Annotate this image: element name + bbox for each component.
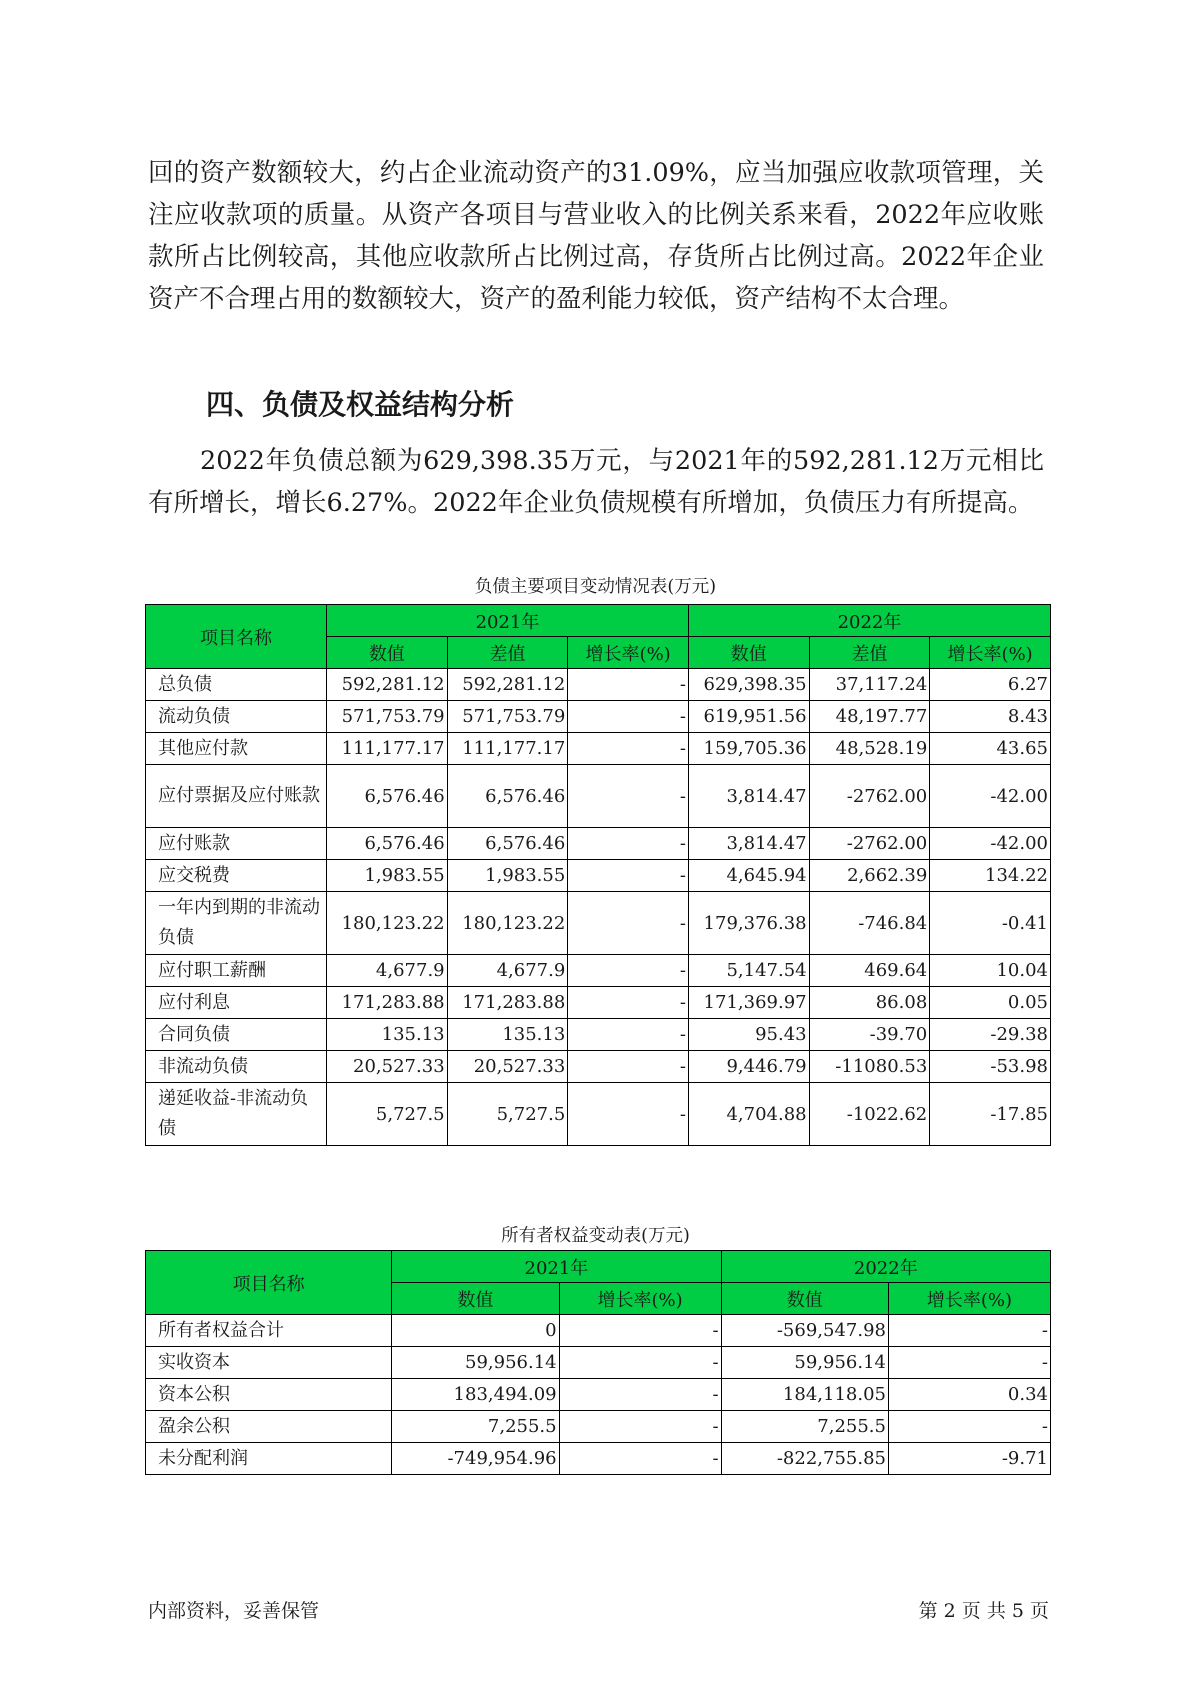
column-header-rate: 增长率(%) [559,1283,721,1315]
cell-v2: 3,814.47 [688,828,809,860]
footer-page-number: 第 2 页 共 5 页 [918,1600,1049,1622]
equity-table [145,1250,1051,1475]
cell-v1: 111,177.17 [326,733,447,765]
cell-r2: 0.34 [888,1379,1050,1411]
liability-table [145,604,1051,1146]
cell-r2: -42.00 [930,765,1051,828]
column-header-rate: 增长率(%) [888,1283,1050,1315]
cell-v2: 4,645.94 [688,860,809,892]
cell-r2: 0.05 [930,987,1051,1019]
section-heading: 四、负债及权益结构分析 [206,388,515,421]
cell-v1: 171,283.88 [326,987,447,1019]
cell-r2: -17.85 [930,1083,1051,1146]
cell-d2: -2762.00 [809,828,930,860]
cell-d2: 48,528.19 [809,733,930,765]
equity-table-caption: 所有者权益变动表(万元) [501,1226,690,1246]
table-row [146,892,1051,955]
cell-v1: 6,576.46 [326,828,447,860]
cell-r1: - [568,701,689,733]
cell-v2: 171,369.97 [688,987,809,1019]
table-row [146,860,1051,892]
cell-v1: 6,576.46 [326,765,447,828]
cell-r1: - [568,892,689,955]
cell-v2: 3,814.47 [688,765,809,828]
cell-r2: 10.04 [930,955,1051,987]
cell-d1: 592,281.12 [447,669,568,701]
cell-v2: 159,705.36 [688,733,809,765]
row-label: 合同负债 [146,1019,327,1051]
column-header-2022: 2022年 [721,1251,1050,1283]
cell-d1: 20,527.33 [447,1051,568,1083]
row-label: 应付职工薪酬 [146,955,327,987]
column-header-name: 项目名称 [146,605,327,669]
table-row [146,1411,1051,1443]
cell-r2: 134.22 [930,860,1051,892]
cell-r1: - [568,669,689,701]
table-row [146,1051,1051,1083]
table-row [146,1083,1051,1146]
cell-v1: 20,527.33 [326,1051,447,1083]
cell-r1: - [568,733,689,765]
cell-v2: 95.43 [688,1019,809,1051]
cell-r2: - [888,1315,1050,1347]
column-header-diff: 差值 [447,637,568,669]
row-label: 流动负债 [146,701,327,733]
cell-v2: 9,446.79 [688,1051,809,1083]
cell-r2: 6.27 [930,669,1051,701]
cell-d2: 37,117.24 [809,669,930,701]
cell-r1: - [568,955,689,987]
cell-v1: 5,727.5 [326,1083,447,1146]
cell-d1: 180,123.22 [447,892,568,955]
row-label: 应交税费 [146,860,327,892]
cell-d1: 4,677.9 [447,955,568,987]
cell-r2: - [888,1347,1050,1379]
table-row [146,733,1051,765]
cell-d2: 469.64 [809,955,930,987]
cell-r1: - [568,1019,689,1051]
cell-v2: 59,956.14 [721,1347,888,1379]
table-row [146,765,1051,828]
table-row [146,828,1051,860]
column-header-2022: 2022年 [688,605,1050,637]
row-label: 实收资本 [146,1347,392,1379]
column-header-rate: 增长率(%) [568,637,689,669]
row-label: 未分配利润 [146,1443,392,1475]
table-row [146,1315,1051,1347]
cell-v2: 7,255.5 [721,1411,888,1443]
cell-v1: 7,255.5 [392,1411,559,1443]
row-label: 盈余公积 [146,1411,392,1443]
cell-v1: 4,677.9 [326,955,447,987]
cell-r1: - [568,765,689,828]
column-header-value: 数值 [392,1283,559,1315]
cell-v2: 5,147.54 [688,955,809,987]
cell-r1: - [559,1443,721,1475]
cell-r1: - [568,828,689,860]
column-header-value: 数值 [326,637,447,669]
row-label: 所有者权益合计 [146,1315,392,1347]
row-label: 非流动负债 [146,1051,327,1083]
row-label: 应付票据及应付账款 [146,765,327,828]
body-paragraph-1: 回的资产数额较大，约占企业流动资产的31.09%，应当加强应收款项管理，关注应收款项的质量。从资产各项目与营业收入的比例关系来看，2022年应收账款所占比例较高，其他应收款所占比例过高，存货所占比例过高。2022年企业资产不合理占用的数额较大，资产的盈利能力较低，资产结构不太合理。 [148,158,1044,314]
column-header-2021: 2021年 [392,1251,721,1283]
row-label: 一年内到期的非流动负债 [146,892,327,955]
cell-v2: 629,398.35 [688,669,809,701]
cell-d2: 86.08 [809,987,930,1019]
cell-v1: 0 [392,1315,559,1347]
cell-v2: -569,547.98 [721,1315,888,1347]
cell-r1: - [568,987,689,1019]
column-header-rate: 增长率(%) [930,637,1051,669]
cell-r1: - [559,1347,721,1379]
column-header-2021: 2021年 [326,605,688,637]
row-label: 应付利息 [146,987,327,1019]
column-header-value: 数值 [688,637,809,669]
cell-v1: 183,494.09 [392,1379,559,1411]
row-label: 递延收益-非流动负债 [146,1083,327,1146]
footer-confidential-note: 内部资料，妥善保管 [148,1600,320,1622]
cell-r1: - [559,1315,721,1347]
cell-r2: -42.00 [930,828,1051,860]
cell-v1: 59,956.14 [392,1347,559,1379]
cell-v2: 619,951.56 [688,701,809,733]
cell-r2: -0.41 [930,892,1051,955]
cell-v2: 184,118.05 [721,1379,888,1411]
column-header-value: 数值 [721,1283,888,1315]
cell-v1: 135.13 [326,1019,447,1051]
cell-r2: 43.65 [930,733,1051,765]
table-row [146,1347,1051,1379]
cell-v1: 1,983.55 [326,860,447,892]
cell-r2: - [888,1411,1050,1443]
cell-v2: -822,755.85 [721,1443,888,1475]
table-row [146,987,1051,1019]
cell-d1: 6,576.46 [447,828,568,860]
column-header-name: 项目名称 [146,1251,392,1315]
cell-d1: 571,753.79 [447,701,568,733]
cell-r2: 8.43 [930,701,1051,733]
cell-v1: 592,281.12 [326,669,447,701]
cell-r1: - [559,1379,721,1411]
cell-v2: 4,704.88 [688,1083,809,1146]
cell-r2: -53.98 [930,1051,1051,1083]
cell-v2: 179,376.38 [688,892,809,955]
cell-d1: 1,983.55 [447,860,568,892]
row-label: 应付账款 [146,828,327,860]
cell-r2: -9.71 [888,1443,1050,1475]
cell-d2: -11080.53 [809,1051,930,1083]
row-label: 其他应付款 [146,733,327,765]
cell-v1: 180,123.22 [326,892,447,955]
cell-d2: -2762.00 [809,765,930,828]
cell-v1: -749,954.96 [392,1443,559,1475]
cell-d1: 111,177.17 [447,733,568,765]
table-row [146,1379,1051,1411]
cell-r2: -29.38 [930,1019,1051,1051]
table-row [146,701,1051,733]
cell-d2: 48,197.77 [809,701,930,733]
liability-table-caption: 负债主要项目变动情况表(万元) [474,577,717,597]
cell-d1: 6,576.46 [447,765,568,828]
cell-r1: - [559,1411,721,1443]
cell-r1: - [568,1051,689,1083]
table-row [146,1443,1051,1475]
cell-r1: - [568,860,689,892]
column-header-diff: 差值 [809,637,930,669]
cell-d2: -746.84 [809,892,930,955]
cell-d1: 171,283.88 [447,987,568,1019]
row-label: 资本公积 [146,1379,392,1411]
cell-v1: 571,753.79 [326,701,447,733]
cell-d2: 2,662.39 [809,860,930,892]
body-paragraph-2: 2022年负债总额为629,398.35万元，与2021年的592,281.12万元相比有所增长，增长6.27%。2022年企业负债规模有所增加，负债压力有所提高。 [148,446,1044,518]
cell-d2: -1022.62 [809,1083,930,1146]
table-row [146,669,1051,701]
cell-d1: 135.13 [447,1019,568,1051]
table-row [146,1019,1051,1051]
cell-r1: - [568,1083,689,1146]
row-label: 总负债 [146,669,327,701]
cell-d2: -39.70 [809,1019,930,1051]
table-row [146,955,1051,987]
cell-d1: 5,727.5 [447,1083,568,1146]
